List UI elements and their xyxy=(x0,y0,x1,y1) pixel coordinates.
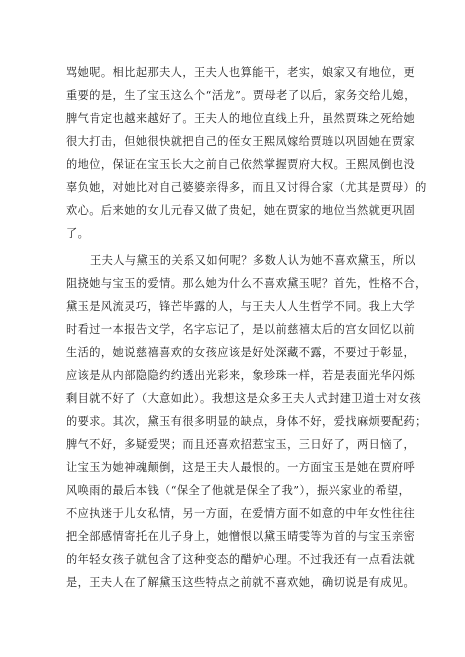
text-line: 时看过一本报告文学，名字忘记了，是以前慈禧太后的宫女回忆以前 xyxy=(66,323,416,336)
paragraph-first-line: 王夫人与黛玉的关系又如何呢？多数人认为她不喜欢黛玉，所以 xyxy=(90,254,416,267)
text-line: 骂她呢。相比起那夫人，王夫人也算能干，老实，娘家又有地位，更 xyxy=(66,66,416,79)
text-line: 脾气肯定也越来越好了。王夫人的地位直线上升，虽然贾珠之死给她 xyxy=(66,112,416,125)
text-line: 黛玉是风流灵巧，锋芒毕露的人，与王夫人人生哲学不同。我上大学 xyxy=(66,300,416,313)
text-line: 了。 xyxy=(66,227,90,240)
text-line: 的要求。其次，黛玉有很多明显的缺点，身体不好，爱找麻烦要配药； xyxy=(66,415,427,428)
text-line: 风唤雨的最后本钱（“保全了他就是保全了我”），振兴家业的希望， xyxy=(66,484,411,497)
text-line: 脾气不好，多疑爱哭；而且还喜欢招惹宝玉，三日好了，两日恼了， xyxy=(66,438,416,451)
text-line: 生活的，她说慈禧喜欢的女孩应该是好处深藏不露，不要过于彰显， xyxy=(66,346,416,359)
text-line: 辜负她，对她比对自己婆婆亲得多，而且又讨得合家（尤其是贾母）的 xyxy=(66,181,427,194)
text-line: 很大打击，但她很快就把自己的侄女王熙凤嫁给贾琏以巩固她在贾家 xyxy=(66,135,416,148)
text-line: 的年轻女孩子就包含了这种变态的醋妒心理。不过我还有一点看法就 xyxy=(66,553,416,566)
text-line: 剩目就不好了（大意如此）。我想这是众多王夫人式封建卫道士对女孩 xyxy=(66,392,422,405)
text-line: 不应执迷于儿女私情，另一方面，在爱情方面不如意的中年女性往往 xyxy=(66,507,416,520)
text-line: 是，王夫人在了解黛玉这些特点之前就不喜欢她，确切说是有成见。 xyxy=(66,576,416,589)
text-line: 阻挠她与宝玉的爱情。那么她为什么不喜欢黛玉呢？首先，性格不合， xyxy=(66,277,427,290)
text-line: 应该是从内部隐隐约约透出光彩来，象珍珠一样，若是表面光华闪烁 xyxy=(66,369,416,382)
text-line: 把全部感情寄托在儿子身上，她憎恨以黛玉晴雯等为首的与宝玉亲密 xyxy=(66,530,416,543)
text-line: 欢心。后来她的女儿元春又做了贵妃，她在贾家的地位当然就更巩固 xyxy=(66,204,416,217)
text-line: 的地位，保证在宝玉长大之前自己依然掌握贾府大权。王熙凤倒也没 xyxy=(66,158,416,171)
text-line: 让宝玉为她神魂颠倒，这是王夫人最恨的。一方面宝玉是她在贾府呼 xyxy=(66,461,416,474)
text-line: 重要的是，生了宝玉这么个“活龙”。贾母老了以后，家务交给儿媳， xyxy=(66,89,416,102)
